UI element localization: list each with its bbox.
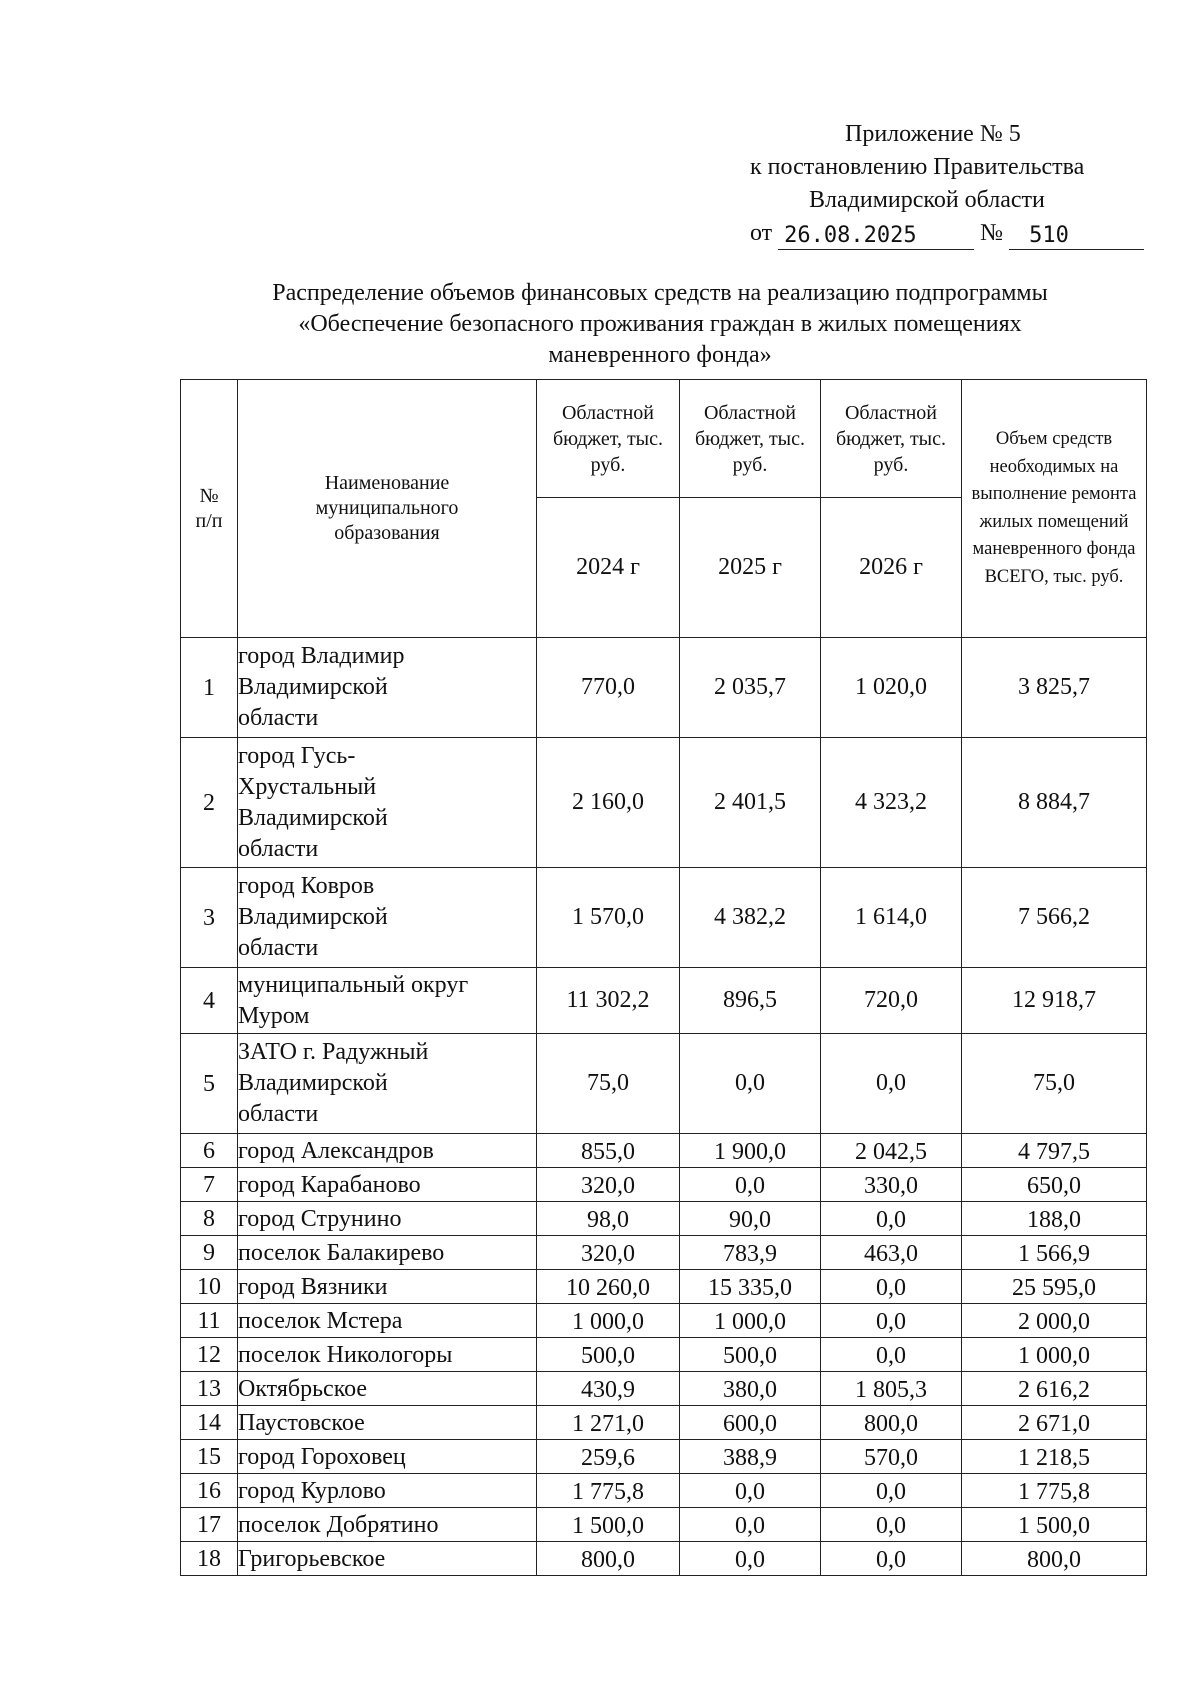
budget-2026-value: 4 323,2: [821, 738, 962, 868]
budget-2026-value: 0,0: [821, 1034, 962, 1134]
budget-2025-value: 90,0: [680, 1202, 821, 1236]
row-number: 2: [181, 738, 238, 868]
total-value: 1 218,5: [962, 1440, 1147, 1474]
municipality-name: поселок Балакирево: [238, 1236, 537, 1270]
total-value: 8 884,7: [962, 738, 1147, 868]
resolution-number: 510: [1009, 223, 1144, 250]
table-row: [181, 1202, 1147, 1236]
table-row: [181, 968, 1147, 1034]
row-number: 14: [181, 1406, 238, 1440]
municipality-name: город Струнино: [238, 1202, 537, 1236]
total-value: 1 500,0: [962, 1508, 1147, 1542]
header-budget-2024: Областной бюджет, тыс. руб.: [537, 380, 680, 498]
table-row: [181, 1304, 1147, 1338]
municipality-name: город Гусь- Хрустальный Владимирской области: [238, 738, 537, 868]
budget-2024-value: 500,0: [537, 1338, 680, 1372]
total-value: 188,0: [962, 1202, 1147, 1236]
municipality-name: город Ковров Владимирской области: [238, 868, 537, 968]
budget-2026-value: 570,0: [821, 1440, 962, 1474]
total-value: 3 825,7: [962, 638, 1147, 738]
table-row: [181, 1406, 1147, 1440]
budget-2024-value: 75,0: [537, 1034, 680, 1134]
budget-2024-value: 1 775,8: [537, 1474, 680, 1508]
total-value: 7 566,2: [962, 868, 1147, 968]
number-label: №: [980, 220, 1004, 246]
total-value: 25 595,0: [962, 1270, 1147, 1304]
appendix-date-line: [745, 217, 1165, 250]
total-value: 650,0: [962, 1168, 1147, 1202]
budget-2024-value: 259,6: [537, 1440, 680, 1474]
table-row: [181, 868, 1147, 968]
total-value: 800,0: [962, 1542, 1147, 1576]
table-row: [181, 1474, 1147, 1508]
title-line-2: «Обеспечение безопасного проживания граждан в жилых помещениях: [298, 311, 1022, 337]
budget-2026-value: 800,0: [821, 1406, 962, 1440]
budget-2026-value: 0,0: [821, 1202, 962, 1236]
table-row: [181, 738, 1147, 868]
budget-2026-value: 0,0: [821, 1338, 962, 1372]
total-value: 12 918,7: [962, 968, 1147, 1034]
municipality-name: Григорьевское: [238, 1542, 537, 1576]
municipality-name: поселок Мстера: [238, 1304, 537, 1338]
title-line-3: маневренного фонда»: [548, 342, 772, 368]
row-number: 9: [181, 1236, 238, 1270]
budget-2025-value: 500,0: [680, 1338, 821, 1372]
document-title: [180, 278, 1140, 371]
budget-2026-value: 2 042,5: [821, 1134, 962, 1168]
total-value: 2 616,2: [962, 1372, 1147, 1406]
table-row: [181, 1270, 1147, 1304]
appendix-region: Владимирской области: [809, 187, 1045, 213]
row-number: 4: [181, 968, 238, 1034]
budget-2024-value: 320,0: [537, 1168, 680, 1202]
total-value: 75,0: [962, 1034, 1147, 1134]
budget-2026-value: 0,0: [821, 1270, 962, 1304]
budget-2024-value: 770,0: [537, 638, 680, 738]
budget-2024-value: 800,0: [537, 1542, 680, 1576]
municipality-name: поселок Добрятино: [238, 1508, 537, 1542]
row-number: 3: [181, 868, 238, 968]
budget-2025-value: 1 900,0: [680, 1134, 821, 1168]
budget-2024-value: 10 260,0: [537, 1270, 680, 1304]
row-number: 15: [181, 1440, 238, 1474]
budget-2025-value: 600,0: [680, 1406, 821, 1440]
table-row: [181, 1134, 1147, 1168]
budget-2025-value: 0,0: [680, 1508, 821, 1542]
budget-2024-value: 1 000,0: [537, 1304, 680, 1338]
table-row: [181, 1236, 1147, 1270]
budget-2025-value: 0,0: [680, 1034, 821, 1134]
municipality-name: город Курлово: [238, 1474, 537, 1508]
municipality-name: ЗАТО г. Радужный Владимирской области: [238, 1034, 537, 1134]
total-value: 1 566,9: [962, 1236, 1147, 1270]
budget-2025-value: 2 401,5: [680, 738, 821, 868]
municipality-name: город Вязники: [238, 1270, 537, 1304]
budget-2024-value: 11 302,2: [537, 968, 680, 1034]
municipality-name: город Гороховец: [238, 1440, 537, 1474]
row-number: 17: [181, 1508, 238, 1542]
row-number: 1: [181, 638, 238, 738]
budget-2026-value: 330,0: [821, 1168, 962, 1202]
table-row: [181, 1034, 1147, 1134]
total-value: 2 671,0: [962, 1406, 1147, 1440]
table-row: [181, 1440, 1147, 1474]
row-number: 12: [181, 1338, 238, 1372]
municipality-name: Октябрьское: [238, 1372, 537, 1406]
budget-2026-value: 463,0: [821, 1236, 962, 1270]
budget-2026-value: 1 020,0: [821, 638, 962, 738]
table-row: [181, 1168, 1147, 1202]
municipality-name: муниципальный округ Муром: [238, 968, 537, 1034]
row-number: 7: [181, 1168, 238, 1202]
budget-2024-value: 98,0: [537, 1202, 680, 1236]
municipality-name: город Александров: [238, 1134, 537, 1168]
budget-2026-value: 720,0: [821, 968, 962, 1034]
header-total: Объем средств необходимых на выполнение ремонта жилых помещений маневренного фонда ВСЕГО, тыс. руб.: [962, 380, 1147, 638]
header-number: № п/п: [181, 380, 238, 638]
budget-2025-value: 0,0: [680, 1542, 821, 1576]
budget-2024-value: 320,0: [537, 1236, 680, 1270]
budget-2025-value: 388,9: [680, 1440, 821, 1474]
budget-2025-value: 2 035,7: [680, 638, 821, 738]
row-number: 5: [181, 1034, 238, 1134]
municipality-name: город Карабаново: [238, 1168, 537, 1202]
total-value: 4 797,5: [962, 1134, 1147, 1168]
budget-2024-value: 2 160,0: [537, 738, 680, 868]
municipality-name: поселок Никологоры: [238, 1338, 537, 1372]
budget-2024-value: 1 500,0: [537, 1508, 680, 1542]
budget-2024-value: 430,9: [537, 1372, 680, 1406]
row-number: 13: [181, 1372, 238, 1406]
municipality-name: город Владимир Владимирской области: [238, 638, 537, 738]
header-name: Наименование муниципального образования: [238, 380, 537, 638]
budget-2025-value: 0,0: [680, 1474, 821, 1508]
row-number: 10: [181, 1270, 238, 1304]
budget-2025-value: 896,5: [680, 968, 821, 1034]
header-budget-2026: Областной бюджет, тыс. руб.: [821, 380, 962, 498]
total-value: 2 000,0: [962, 1304, 1147, 1338]
header-year-2025: 2025 г: [680, 498, 821, 638]
table-row: [181, 638, 1147, 738]
distribution-table: [180, 379, 1147, 1576]
title-line-1: Распределение объемов финансовых средств на реализацию подпрограммы: [272, 280, 1048, 306]
row-number: 11: [181, 1304, 238, 1338]
header-budget-2025: Областной бюджет, тыс. руб.: [680, 380, 821, 498]
total-value: 1 775,8: [962, 1474, 1147, 1508]
row-number: 6: [181, 1134, 238, 1168]
resolution-date: 26.08.2025: [778, 223, 974, 250]
total-value: 1 000,0: [962, 1338, 1147, 1372]
budget-2026-value: 1 805,3: [821, 1372, 962, 1406]
budget-2026-value: 1 614,0: [821, 868, 962, 968]
budget-2026-value: 0,0: [821, 1508, 962, 1542]
row-number: 16: [181, 1474, 238, 1508]
header-year-2024: 2024 г: [537, 498, 680, 638]
table-row: [181, 1542, 1147, 1576]
table-row: [181, 1338, 1147, 1372]
budget-2024-value: 1 570,0: [537, 868, 680, 968]
row-number: 18: [181, 1542, 238, 1576]
budget-2026-value: 0,0: [821, 1304, 962, 1338]
budget-2026-value: 0,0: [821, 1474, 962, 1508]
budget-2025-value: 4 382,2: [680, 868, 821, 968]
appendix-resolution: к постановлению Правительства: [750, 154, 1085, 180]
budget-2025-value: 783,9: [680, 1236, 821, 1270]
budget-2025-value: 380,0: [680, 1372, 821, 1406]
from-label: от: [750, 220, 773, 246]
table-row: [181, 1508, 1147, 1542]
budget-2025-value: 0,0: [680, 1168, 821, 1202]
header-year-2026: 2026 г: [821, 498, 962, 638]
budget-2026-value: 0,0: [821, 1542, 962, 1576]
budget-2024-value: 1 271,0: [537, 1406, 680, 1440]
budget-2024-value: 855,0: [537, 1134, 680, 1168]
appendix-block: [745, 118, 1165, 250]
budget-2025-value: 1 000,0: [680, 1304, 821, 1338]
budget-2025-value: 15 335,0: [680, 1270, 821, 1304]
municipality-name: Паустовское: [238, 1406, 537, 1440]
table-row: [181, 1372, 1147, 1406]
appendix-title: Приложение № 5: [845, 121, 1021, 147]
row-number: 8: [181, 1202, 238, 1236]
